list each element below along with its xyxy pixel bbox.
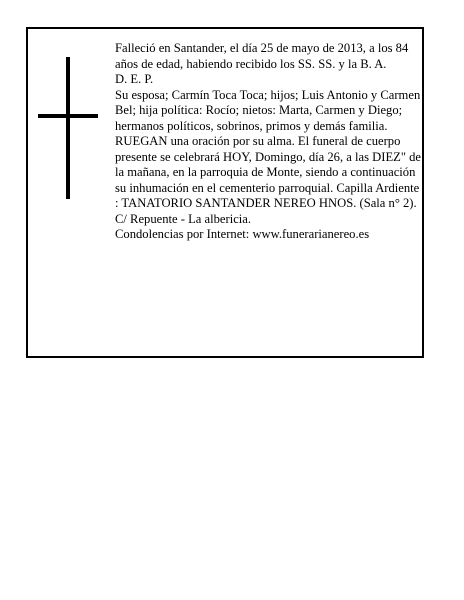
condolences-line: Condolencias por Internet: www.funerarianereo.es bbox=[115, 227, 370, 241]
death-announcement: Falleció en Santander, el día 25 de mayo de 2013, a los 84 años de edad, habiendo recibido los SS. SS. y la B. A. bbox=[115, 41, 409, 71]
obituary-notice bbox=[26, 27, 424, 358]
family-list: Su esposa; Carmín Toca Toca; hijos; Luis Antonio y Carmen Bel; hija política: Rocío; nietos: Marta, Carmen y Diego; hermanos políticos, sobrinos, primos y demás familia. bbox=[115, 87, 421, 133]
cross-icon bbox=[38, 57, 98, 199]
cross-horizontal-bar bbox=[38, 114, 98, 118]
funeral-details: RUEGAN una oración por su alma. El funeral de cuerpo presente se celebrará HOY, Domingo, día 26, a las DIEZ" de la mañana, en la parroquia de Monte, siendo a continuación su inhumación en el cementerio parroquial. Capilla Ardiente : TANATORIO SANTANDER NEREO HNOS. (Sala n° 2). C/ Repuente - La albericia. bbox=[115, 134, 422, 226]
obituary-text bbox=[115, 41, 423, 243]
rip-line: D. E. P. bbox=[115, 72, 154, 86]
cross-vertical-bar bbox=[66, 57, 70, 199]
